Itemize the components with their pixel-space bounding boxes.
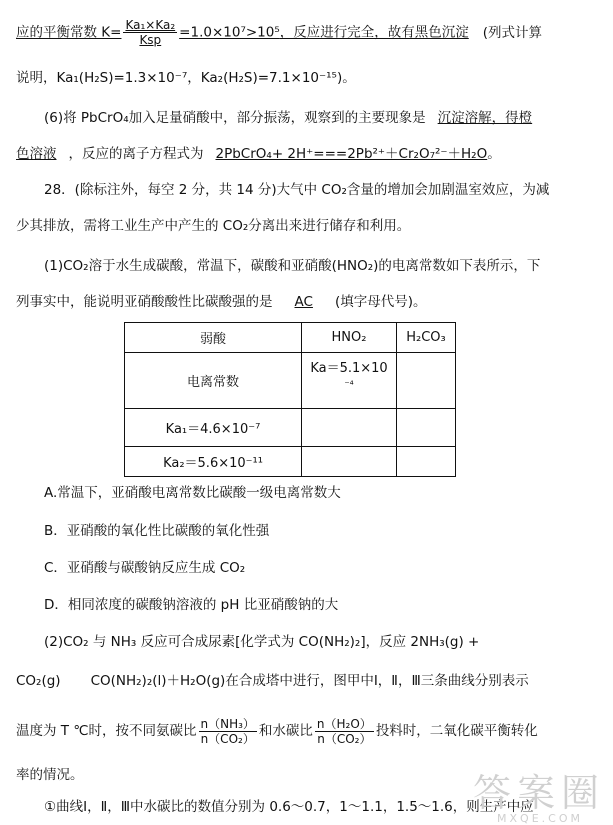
text-line-7: (1)CO₂溶于水生成碳酸，常温下，碳酸和亚硝酸(HNO₂)的电离常数如下表所示，下 [44, 258, 541, 274]
table-row [125, 447, 456, 477]
line1-text-d: (列式计算 [482, 24, 543, 41]
ratio2-numerator: n（H₂O） [316, 716, 372, 731]
option-d: D．相同浓度的碳酸钠溶液的 pH 比亚硝酸钠的大 [44, 597, 339, 613]
h2co3-empty-cell-3 [397, 447, 456, 477]
line3-answer: 沉淀溶解，得橙 [437, 110, 533, 126]
text-line-5: 28．(除标注外，每空 2 分，共 14 分)大气中 CO₂含量的增加会加剧温室效应，为减 [44, 182, 550, 198]
text-line-2: 说明，Ka₁(H₂S)=1.3×10⁻⁷，Ka₂(H₂S)=7.1×10⁻¹⁵)。 [16, 70, 356, 86]
row-label-ka1: Ka₁＝4.6×10⁻⁷ [125, 409, 302, 447]
hno2-ka-value: Ka＝5.1×10 [310, 361, 388, 376]
text-line-6: 少其排放，需将工业生产中产生的 CO₂分离出来进行储存和利用。 [16, 218, 411, 234]
text-line-13: (2)CO₂ 与 NH₃ 反应可合成尿素[化学式为 CO(NH₂)₂]，反应 2NH₃(g) + [44, 634, 480, 650]
table-row [125, 353, 456, 409]
hno2-ka-exponent: ⁻⁴ [344, 380, 354, 391]
text-line-8 [16, 292, 426, 312]
line4-text-d: 。 [487, 146, 501, 162]
hno2-ka-cell [302, 353, 397, 409]
table-header-row [125, 323, 456, 353]
line4-equation: 2PbCrO₄+ 2H⁺===2Pb²⁺＋Cr₂O₇²⁻＋H₂O [215, 146, 488, 162]
header-hno2: HNO₂ [302, 323, 397, 353]
equilibrium-fraction [123, 18, 177, 47]
fraction-numerator: Ka₁×Ka₂ [125, 18, 176, 32]
h2co3-empty-cell-2 [397, 409, 456, 447]
text-line-14 [16, 671, 529, 691]
table-row [125, 409, 456, 447]
line8-text-a: 列事实中，能说明亚硝酸酸性比碳酸强的是 [16, 294, 273, 310]
line15-text-a: 温度为 T ℃时，按不同氨碳比 [16, 723, 197, 739]
line15-text-c: 投料时，二氧化碳平衡转化 [375, 723, 538, 739]
line3-text-a: (6)将 PbCrO₄加入足量硝酸中，部分振荡，观察到的主要现象是 [44, 110, 426, 126]
watermark-url: MXQE.COM [497, 812, 583, 825]
line8-text-c: (填字母代号)。 [334, 294, 427, 310]
text-line-3 [44, 108, 532, 128]
line8-answer: AC [294, 294, 313, 310]
watermark-logo: 答案圈 [472, 771, 605, 815]
line1-text-a: 应的平衡常数 K= [16, 24, 122, 41]
header-weak-acid: 弱酸 [125, 323, 302, 353]
line4-text-a: 色溶液 [16, 146, 57, 162]
header-h2co3: H₂CO₃ [397, 323, 456, 353]
line4-text-b: ，反应的离子方程式为 [68, 146, 204, 162]
ratio1-denominator: n（CO₂） [200, 731, 255, 746]
line14-text-b: CO(NH₂)₂(l)＋H₂O(g)在合成塔中进行，图甲中Ⅰ，Ⅱ，Ⅲ三条曲线分别表示 [90, 673, 529, 689]
ammonia-carbon-ratio [199, 717, 257, 746]
ionization-constant-table [124, 322, 456, 477]
line1-text-c: ，反应进行完全，故有黑色沉淀 [279, 24, 469, 41]
ratio2-denominator: n（CO₂） [317, 731, 372, 746]
water-carbon-ratio [315, 717, 374, 746]
option-b: B．亚硝酸的氧化性比碳酸的氧化性强 [44, 523, 270, 539]
h2co3-empty-cell-1 [397, 353, 456, 409]
option-a: A.常温下，亚硝酸电离常数比碳酸一级电离常数大 [44, 485, 341, 501]
line14-text-a: CO₂(g) [16, 673, 61, 689]
text-line-17: ①曲线Ⅰ，Ⅱ，Ⅲ中水碳比的数值分别为 0.6～0.7，1～1.1，1.5～1.6，则生产中应 [44, 799, 534, 815]
row-label-ionization-constant: 电离常数 [125, 353, 302, 409]
hno2-empty-cell-2 [302, 409, 397, 447]
text-line-15 [16, 712, 538, 750]
line1-text-b: =1.0×10⁷>10⁵ [179, 24, 280, 41]
text-line-1 [16, 18, 542, 47]
hno2-empty-cell-3 [302, 447, 397, 477]
option-c: C．亚硝酸与碳酸钠反应生成 CO₂ [44, 560, 246, 576]
text-line-16: 率的情况。 [16, 767, 84, 783]
row-label-ka2: Ka₂＝5.6×10⁻¹¹ [125, 447, 302, 477]
fraction-denominator: Ksp [139, 33, 162, 47]
text-line-4 [16, 144, 501, 164]
ratio1-numerator: n（NH₃） [200, 716, 255, 731]
line15-text-b: 和水碳比 [258, 723, 313, 739]
